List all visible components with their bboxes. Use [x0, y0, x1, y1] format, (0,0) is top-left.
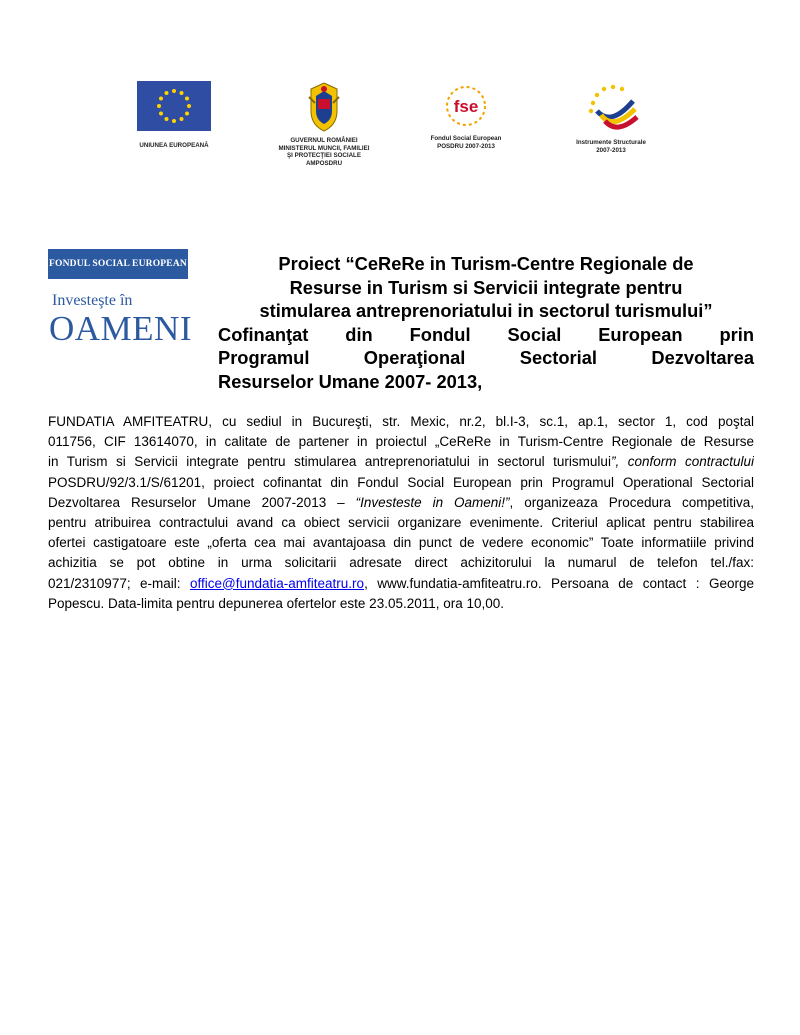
eu-star-icon	[157, 104, 161, 108]
title-line-5: Programul Operaţional Sectorial Dezvoltarea	[218, 347, 754, 368]
oameni-text: OAMENI	[49, 309, 192, 348]
body-line-5: Dezvoltarea Resurselor Umane 2007-2013 – “Investeste in Oameni!”, organizeaza Procedura competitiva,	[48, 494, 754, 510]
eu-caption: UNIUNEA EUROPEANĂ	[139, 142, 209, 149]
email-link[interactable]: office@fundatia-amfiteatru.ro	[190, 575, 365, 591]
gov-caption-2: MINISTERUL MUNCII, FAMILIEI	[278, 144, 370, 152]
eu-star-icon	[159, 112, 163, 116]
gov-caption-4: AMPOSDRU	[305, 159, 343, 167]
eu-star-icon	[172, 89, 176, 93]
eu-star-icon	[165, 91, 169, 95]
eu-star-icon	[187, 104, 191, 108]
eu-star-icon	[180, 91, 184, 95]
fse-logo	[416, 83, 516, 150]
body-line-9: 021/2310977; e-mail: office@fundatia-amfiteatru.ro, www.fundatia-amfiteatru.ro. Persoana de contact : George	[48, 575, 754, 591]
gov-caption-1: GUVERNUL ROMÂNIEI	[290, 137, 358, 144]
title-line-6: Resurselor Umane 2007- 2013,	[218, 370, 483, 392]
title-line-1: Proiect “CeReRe in Turism-Centre Regionale de	[278, 253, 694, 274]
romania-crest-icon	[307, 81, 341, 133]
body-line-10: Popescu. Data-limita pentru depunerea ofertelor este 23.05.2011, ora 10,00.	[48, 595, 505, 611]
fse-logo-icon	[440, 83, 492, 129]
announcement-body	[48, 412, 754, 614]
body-line-8: achizitia se pot obtine in urma solicitarii adresate direct achizitorului la numarul de telefon tel./fax:	[48, 555, 754, 571]
body-line-4: POSDRU/92/3.1/S/61201, proiect cofinantat din Fondul Social European prin Programul Operational Sectorial	[48, 474, 754, 490]
eu-star-icon	[172, 119, 176, 123]
title-line-4: Cofinanţat din Fondul Social European prin	[218, 323, 754, 345]
body-line-1: FUNDATIA AMFITEATRU, cu sediul in Bucureşti, str. Mexic, nr.2, bl.I-3, sc.1, ap.1, sector 1, cod poştal	[48, 414, 754, 429]
svg-text:fse: fse	[453, 97, 479, 116]
investeste-in-text: Investeşte în	[52, 292, 133, 309]
body-line-3: in Turism si Servicii integrate pentru stimularea antreprenoriatului in sectorul turismului”, conform contractului	[48, 454, 754, 470]
eu-star-icon	[185, 97, 189, 101]
eu-star-icon	[180, 117, 184, 121]
logo-band	[104, 48, 700, 198]
government-logo	[259, 81, 389, 167]
gov-caption-3: ŞI PROTECŢIEI SOCIALE	[287, 152, 361, 159]
is-caption-2: 2007-2013	[596, 146, 626, 154]
fse-caption-2: POSDRU 2007-2013	[437, 142, 495, 150]
eu-star-icon	[165, 117, 169, 121]
title-line-2: Resurse in Turism si Servicii integrate pentru	[289, 276, 683, 298]
title-line-3: stimularea antreprenoriatului in sectorul turismului”	[259, 300, 713, 321]
is-caption-1: Instrumente Structurale	[576, 139, 646, 146]
structural-instruments-icon	[583, 81, 639, 133]
body-line-2: 011756, CIF 13614070, in calitate de partener in proiectul „CeReRe in Turism-Centre Regionale de Resurse	[48, 434, 754, 450]
eu-logo	[134, 81, 214, 150]
fse-banner: FONDUL SOCIAL EUROPEAN	[48, 249, 188, 279]
fse-caption-1: Fondul Social European	[430, 135, 502, 142]
structural-instruments-logo	[561, 81, 661, 154]
project-title	[218, 252, 754, 393]
eu-star-icon	[159, 97, 163, 101]
body-line-7: ofertei castigatoare este „oferta cea mai avantajoasa din punct de vedere economic” Toate informatiile privind	[48, 535, 754, 551]
eu-flag-icon	[137, 81, 211, 131]
eu-star-icon	[185, 112, 189, 116]
body-line-6: pentru atribuirea contractului avand ca obiect servicii organizare evenimente. Criteriul aplicat pentru stabilirea	[48, 515, 754, 531]
